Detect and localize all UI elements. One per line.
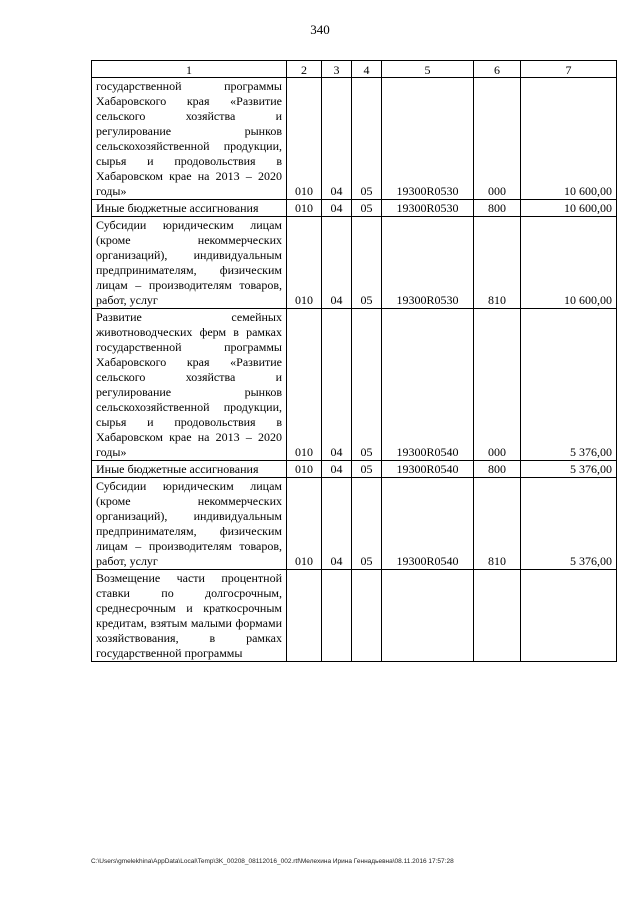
header-row (92, 61, 617, 78)
row-name: Субсидии юридическим лицам (кроме некоммерческих организаций), индивидуальным предпринимателям, физическим лицам – производителям товаров, работ, услуг (92, 217, 287, 309)
row-col-2: 010 (287, 217, 322, 309)
row-col-7: 10 600,00 (521, 217, 617, 309)
row-col-5: 19300R0540 (382, 461, 474, 478)
row-col-6: 810 (474, 217, 521, 309)
header-col-1: 1 (92, 61, 287, 78)
row-col-5: 19300R0530 (382, 200, 474, 217)
row-name: Иные бюджетные ассигнования (92, 461, 287, 478)
header-col-4: 4 (352, 61, 382, 78)
table-row (92, 78, 617, 200)
row-col-4: 05 (352, 461, 382, 478)
table-row (92, 461, 617, 478)
row-name: государственной программы Хабаровского края «Развитие сельского хозяйства и регулирование рынков сельскохозяйственной продукции, сырья и продовольствия в Хабаровском крае на 2013 – 2020 годы» (92, 78, 287, 200)
row-col-3 (322, 570, 352, 662)
table-row (92, 217, 617, 309)
row-col-7: 5 376,00 (521, 309, 617, 461)
row-col-7: 5 376,00 (521, 478, 617, 570)
row-col-6: 000 (474, 78, 521, 200)
budget-table (91, 60, 617, 662)
row-col-3: 04 (322, 461, 352, 478)
row-name: Субсидии юридическим лицам (кроме некоммерческих организаций), индивидуальным предпринимателям, физическим лицам – производителям товаров, работ, услуг (92, 478, 287, 570)
row-col-5: 19300R0540 (382, 478, 474, 570)
row-col-3: 04 (322, 478, 352, 570)
row-col-3: 04 (322, 217, 352, 309)
table-row (92, 570, 617, 662)
header-col-5: 5 (382, 61, 474, 78)
row-col-2: 010 (287, 461, 322, 478)
row-col-5 (382, 570, 474, 662)
row-col-4: 05 (352, 478, 382, 570)
row-name: Иные бюджетные ассигнования (92, 200, 287, 217)
row-col-6: 800 (474, 200, 521, 217)
row-col-2: 010 (287, 78, 322, 200)
row-col-7: 10 600,00 (521, 200, 617, 217)
row-col-4 (352, 570, 382, 662)
row-col-5: 19300R0530 (382, 78, 474, 200)
header-col-2: 2 (287, 61, 322, 78)
row-col-2: 010 (287, 309, 322, 461)
table-row (92, 478, 617, 570)
row-name: Развитие семейных животноводческих ферм в рамках государственной программы Хабаровского края «Развитие сельского хозяйства и регулирование рынков сельскохозяйственной продукции, сырья и продовольствия в Хабаровском крае на 2013 – 2020 годы» (92, 309, 287, 461)
row-col-5: 19300R0540 (382, 309, 474, 461)
row-col-5: 19300R0530 (382, 217, 474, 309)
row-col-6: 810 (474, 478, 521, 570)
row-col-4: 05 (352, 217, 382, 309)
document-footer-path: C:\Users\gmelekhina\AppData\Local\Temp\3K_00208_08112016_002.rtf\Мелехина Ирина Геннадьевна\08.11.2016 17:57:28 (91, 858, 454, 865)
row-col-2: 010 (287, 200, 322, 217)
row-col-3: 04 (322, 78, 352, 200)
header-col-7: 7 (521, 61, 617, 78)
row-col-4: 05 (352, 78, 382, 200)
row-col-4: 05 (352, 309, 382, 461)
page-number: 340 (310, 22, 330, 37)
row-col-7: 10 600,00 (521, 78, 617, 200)
row-col-6 (474, 570, 521, 662)
row-col-3: 04 (322, 309, 352, 461)
row-col-6: 800 (474, 461, 521, 478)
row-name: Возмещение части процентной ставки по долгосрочным, среднесрочным и краткосрочным кредитам, взятым малыми формами хозяйствования, в рамках государственной программы (92, 570, 287, 662)
row-col-4: 05 (352, 200, 382, 217)
row-col-7: 5 376,00 (521, 461, 617, 478)
row-col-2: 010 (287, 478, 322, 570)
row-col-6: 000 (474, 309, 521, 461)
header-col-3: 3 (322, 61, 352, 78)
table-row (92, 309, 617, 461)
row-col-2 (287, 570, 322, 662)
table-row (92, 200, 617, 217)
row-col-7 (521, 570, 617, 662)
row-col-3: 04 (322, 200, 352, 217)
header-col-6: 6 (474, 61, 521, 78)
